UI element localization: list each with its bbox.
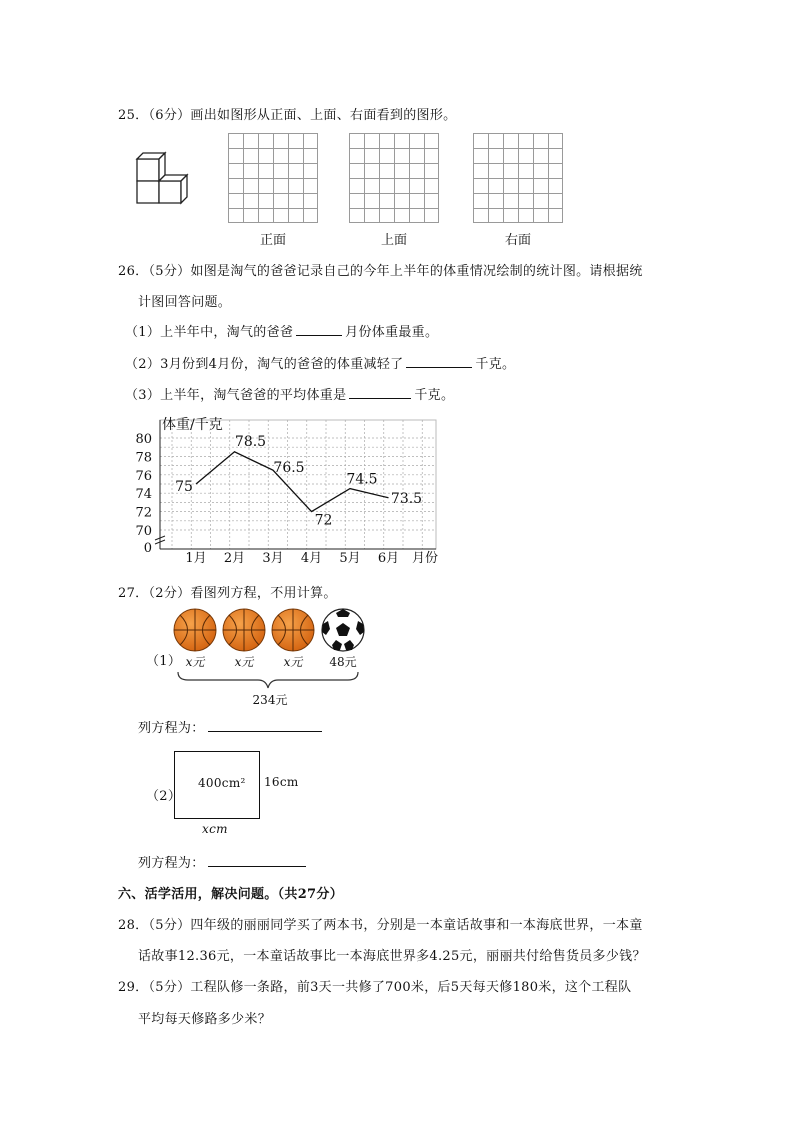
q26-sub2-blank[interactable] bbox=[406, 355, 472, 368]
data-point-label: 75 bbox=[175, 479, 193, 495]
data-point-label: 72 bbox=[314, 512, 333, 529]
q28-line1: 28．（5分）四年级的丽丽同学买了两本书，分别是一本童话故事和一本海底世界，一本童 bbox=[118, 918, 643, 933]
front-view-grid[interactable] bbox=[228, 133, 318, 223]
q26-sub1-suffix: 月份体重最重。 bbox=[345, 325, 439, 340]
chart-x-ticks bbox=[185, 551, 399, 566]
x-tick-label: 3月 bbox=[262, 551, 284, 566]
q25-text: 25．（6分）画出如图形从正面、上面、右面看到的图形。 bbox=[118, 108, 457, 123]
data-point-label: 76.5 bbox=[273, 460, 305, 477]
ball-price-4: 48元 bbox=[329, 655, 357, 669]
q29-line2: 平均每天修路多少米？ bbox=[138, 1012, 272, 1027]
q27-text: 27．（2分）看图列方程，不用计算。 bbox=[118, 586, 337, 601]
basketball-icon bbox=[223, 609, 265, 651]
q29-line1: 29．（5分）工程队修一条路，前3天一共修了700米，后5天每天修180米，这个工程队 bbox=[118, 980, 632, 995]
ball-price-1: x元 bbox=[185, 655, 205, 669]
q28-line2: 话故事12.36元，一本童话故事比一本海底世界多4.25元，丽丽共付给售货员多少钱？ bbox=[138, 949, 646, 964]
ball-price-2: x元 bbox=[234, 655, 254, 669]
q26-sub3-prefix: （3）上半年，淘气爸爸的平均体重是 bbox=[125, 388, 347, 403]
q27-answer2 bbox=[138, 852, 309, 871]
q26-sub1-prefix: （1）上半年中，淘气的爸爸 bbox=[125, 325, 294, 340]
chart-y-axis-title: 体重/千克 bbox=[162, 417, 223, 433]
q26-line1: 26．（5分）如图是淘气的爸爸记录自己的今年上半年的体重情况绘制的统计图。请根据统 bbox=[118, 264, 643, 279]
y-tick-label: 80 bbox=[135, 432, 152, 447]
x-tick-label: 4月 bbox=[300, 551, 323, 566]
y-tick-label: 76 bbox=[135, 468, 152, 484]
data-point-label: 73.5 bbox=[390, 490, 423, 507]
y-tick-label: 78 bbox=[135, 450, 152, 466]
y-tick-label: 0 bbox=[143, 541, 152, 556]
y-tick-label: 72 bbox=[135, 505, 152, 521]
q27-answer2-prompt: 列方程为： bbox=[138, 856, 205, 871]
chart-y-ticks bbox=[135, 432, 152, 556]
total-brace bbox=[178, 672, 358, 688]
top-view-grid[interactable] bbox=[349, 133, 439, 223]
q26-sub2 bbox=[125, 353, 515, 372]
y-tick-label: 74 bbox=[135, 487, 152, 503]
cube-stack-figure bbox=[134, 150, 200, 206]
total-price: 234元 bbox=[252, 693, 288, 707]
chart-x-axis-title: 月份 bbox=[412, 551, 439, 566]
top-view-label: 上面 bbox=[380, 233, 407, 248]
chart-grid bbox=[155, 420, 436, 549]
basketball-icon bbox=[174, 609, 216, 651]
rectangle-height: 16cm bbox=[264, 775, 299, 789]
q26-sub3 bbox=[125, 384, 454, 403]
x-tick-label: 5月 bbox=[339, 551, 361, 566]
q27-p2-label: （2） bbox=[146, 789, 182, 804]
y-tick-label: 70 bbox=[135, 524, 152, 539]
right-view-label: 右面 bbox=[504, 233, 531, 248]
q27-answer1-blank[interactable] bbox=[208, 719, 322, 732]
soccer-ball-icon bbox=[322, 609, 364, 651]
q26-sub2-prefix: （2）3月份到4月份，淘气的爸爸的体重减轻了 bbox=[125, 357, 404, 372]
q26-sub3-suffix: 千克。 bbox=[414, 388, 455, 403]
x-tick-label: 2月 bbox=[223, 551, 246, 566]
rectangle-area: 400cm² bbox=[198, 776, 246, 790]
balls-figure bbox=[170, 604, 370, 712]
front-view-label: 正面 bbox=[259, 233, 286, 248]
x-tick-label: 6月 bbox=[377, 551, 400, 566]
data-point-label: 74.5 bbox=[346, 471, 378, 488]
section6-title: 六、活学活用，解决问题。（共27分） bbox=[118, 887, 343, 902]
chart-data-labels bbox=[175, 434, 422, 529]
q26-sub2-suffix: 千克。 bbox=[475, 357, 516, 372]
x-tick-label: 1月 bbox=[185, 551, 207, 566]
q26-sub1-blank[interactable] bbox=[296, 323, 342, 336]
q26-sub1 bbox=[125, 321, 438, 340]
data-point-label: 78.5 bbox=[234, 433, 267, 450]
basketball-icon bbox=[272, 609, 314, 651]
q27-answer1 bbox=[138, 717, 325, 736]
right-view-grid[interactable] bbox=[473, 133, 563, 223]
q26-sub3-blank[interactable] bbox=[349, 386, 411, 399]
q26-line2: 计图回答问题。 bbox=[138, 295, 232, 310]
rectangle-width: xcm bbox=[202, 822, 228, 836]
ball-price-3: x元 bbox=[283, 655, 303, 669]
q27-p1-label: （1） bbox=[146, 654, 182, 669]
weight-line-chart bbox=[134, 414, 454, 570]
q27-answer2-blank[interactable] bbox=[208, 854, 306, 867]
q27-answer1-prompt: 列方程为： bbox=[138, 721, 205, 736]
